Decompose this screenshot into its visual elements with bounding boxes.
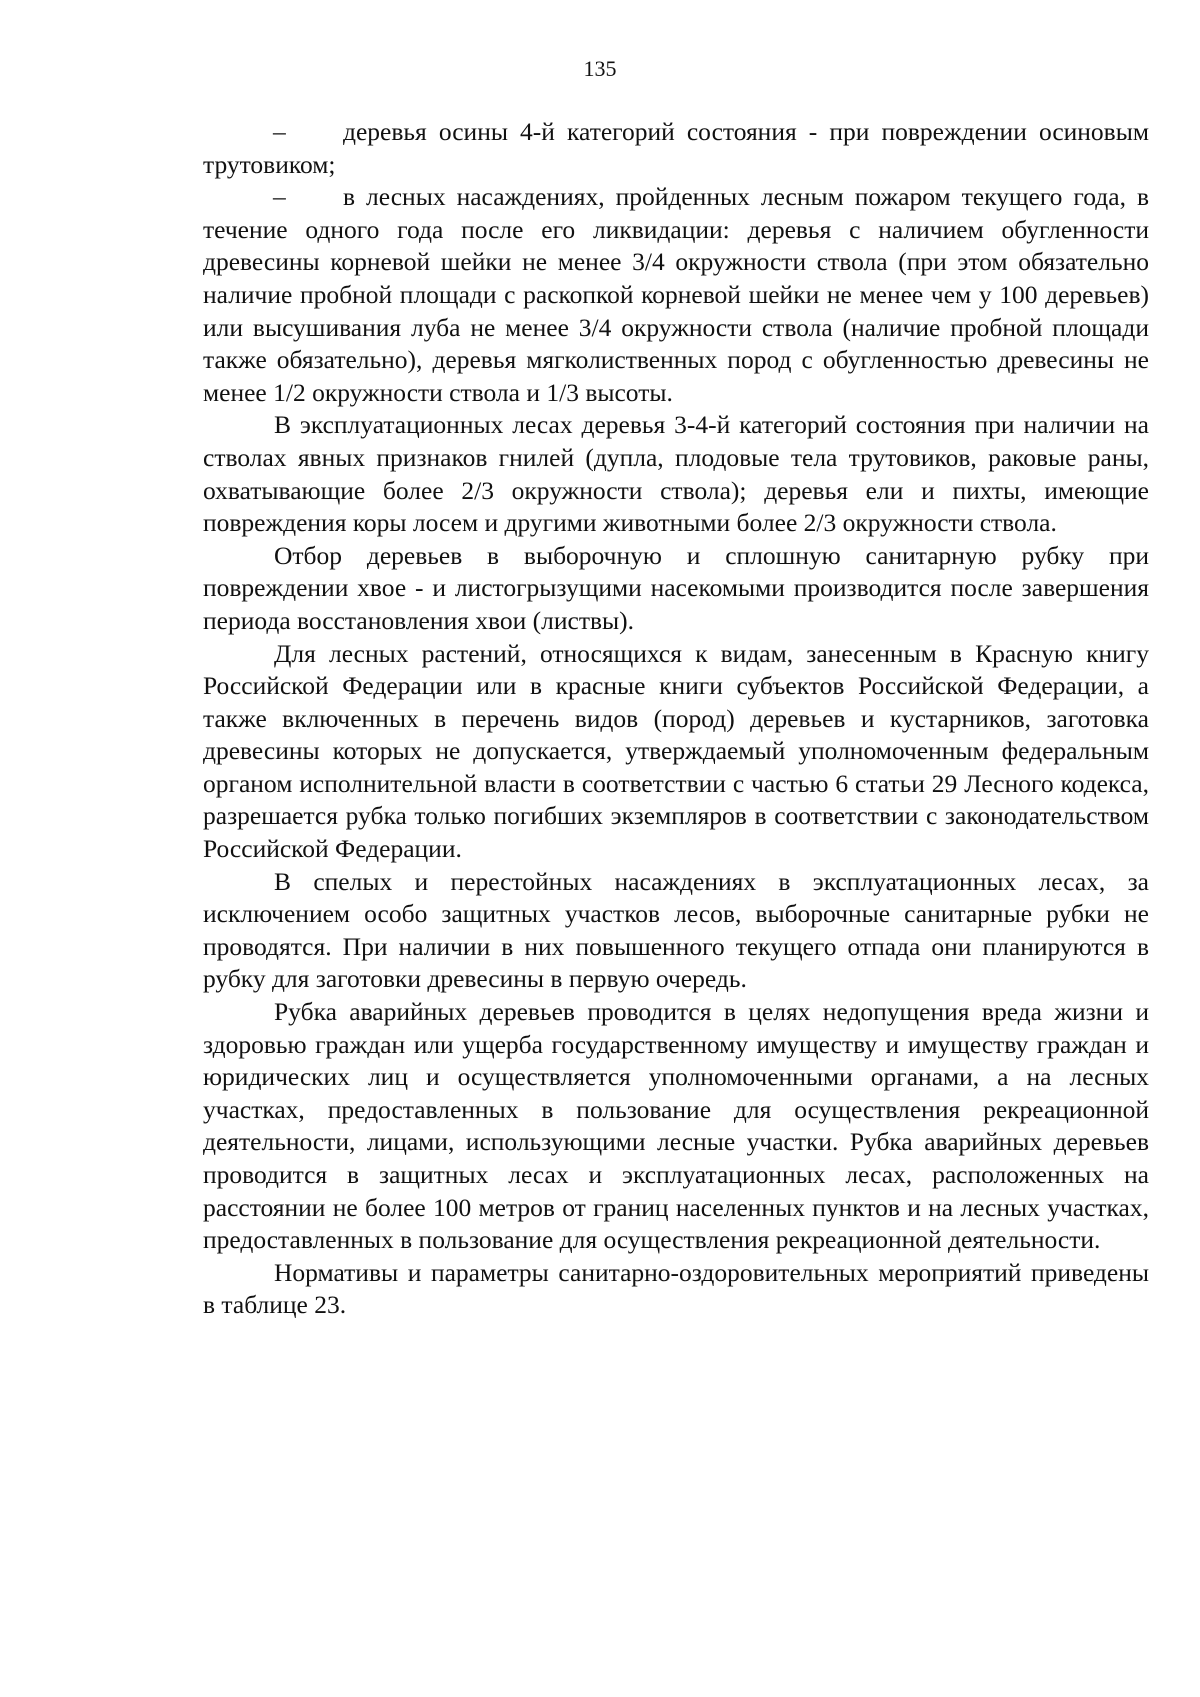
document-body: [203, 116, 1149, 1322]
paragraph-emergency-trees: Рубка аварийных деревьев проводится в целях недопущения вреда жизни и здоровью граждан или ущерба государственному имуществу и имуществу граждан и юридических лиц и осуществляется уполномоченными органами, а на лесных участках, предоставленных в пользование для осуществления рекреационной деятельности, лицами, использующими лесные участки. Рубка аварийных деревьев проводится в защитных лесах и эксплуатационных лесах, расположенных на расстоянии не более 100 метров от границ населенных пунктов и на лесных участках, предоставленных в пользование для осуществления рекреационной деятельности.: [203, 997, 1149, 1255]
bullet-item-1: [203, 116, 1149, 181]
bullet-item-2: [203, 181, 1149, 409]
paragraph-red-book-plants: Для лесных растений, относящихся к видам, занесенным в Красную книгу Российской Федерации или в красные книги субъектов Российской Федерации, а также включенных в перечень видов (пород) деревьев и кустарников, заготовка древесины которых не допускается, утверждаемый уполномоченным федеральным органом исполнительной власти в соответствии с частью 6 статьи 29 Лесного кодекса, разрешается рубка только погибших экземпляров в соответствии с законодательством Российской Федерации.: [203, 638, 1149, 864]
paragraph-exploitation-forests: В эксплуатационных лесах деревья 3-4-й категорий состояния при наличии на стволах явных признаков гнилей (дупла, плодовые тела трутовиков, раковые раны, охватывающие более 2/3 окружности ствола); деревья ели и пихты, имеющие повреждения коры лосем и другими животными более 2/3 окружности ствола.: [203, 410, 1149, 538]
bullet-text: деревья осины 4-й категорий состояния - при повреждении осиновым трутовиком;: [203, 117, 1149, 179]
bullet-text: в лесных насаждениях, пройденных лесным пожаром текущего года, в течение одного года после его ликвидации: деревья с наличием обугленности древесины корневой шейки не менее 3/4 окружности ствола (при этом обязательно наличие пробной площади с раскопкой корневой шейки не менее чем у 100 деревьев) или высушивания луба не менее 3/4 окружности ствола (наличие пробной площади также обязательно), деревья мягколиственных пород с обугленностью древесины не менее 1/2 окружности ствола и 1/3 высоты.: [203, 182, 1149, 407]
dash-marker: –: [273, 182, 286, 212]
paragraph-tree-selection: Отбор деревьев в выборочную и сплошную санитарную рубку при повреждении хвое - и листогрызущими насекомыми производится после завершения периода восстановления хвои (листвы).: [203, 540, 1149, 635]
paragraph-standards-table-ref: Нормативы и параметры санитарно-оздоровительных мероприятий приведены в таблице 23.: [203, 1257, 1149, 1320]
paragraph-mature-stands: В спелых и перестойных насаждениях в эксплуатационных лесах, за исключением особо защитных участков лесов, выборочные санитарные рубки не проводятся. При наличии в них повышенного текущего отпада они планируются в рубку для заготовки древесины в первую очередь.: [203, 866, 1149, 994]
dash-marker: –: [273, 117, 286, 146]
page-number: 135: [583, 56, 617, 81]
